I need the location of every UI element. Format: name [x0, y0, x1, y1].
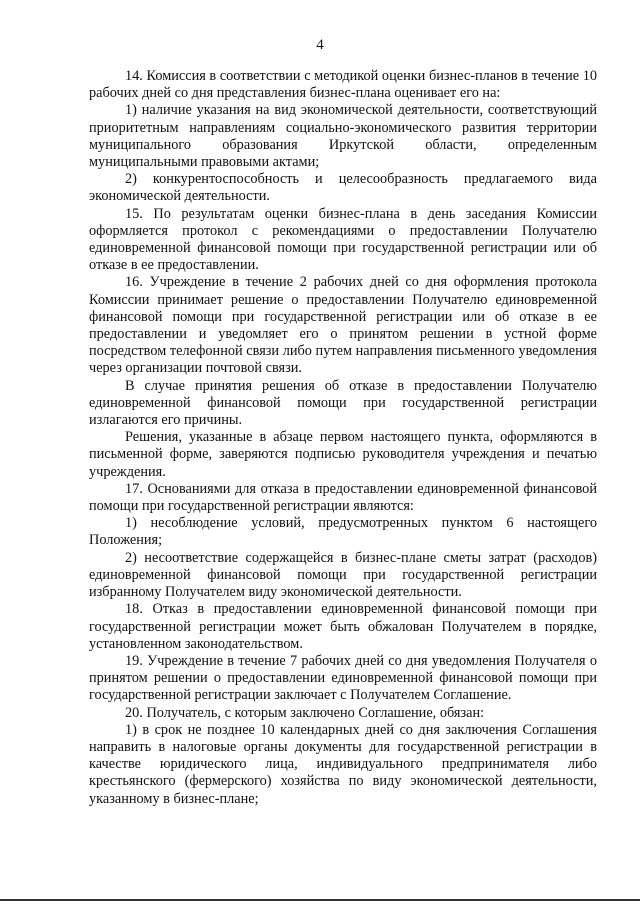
paragraph-17-item-2: 2) несоответствие содержащейся в бизнес-плане сметы затрат (расходов) единовременной финансовой помощи при государственной регистрации избранному Получателем виду экономической деятельности.	[89, 549, 597, 601]
paragraph-19: 19. Учреждение в течение 7 рабочих дней со дня уведомления Получателя о принятом решении о предоставлении единовременной финансовой помощи при государственной регистрации заключает с Получателем Соглашение.	[89, 652, 597, 704]
paragraph-14-item-1: 1) наличие указания на вид экономической деятельности, соответствующий приоритетным направлениям социально-экономического развития территории муниципального образования Иркутской области, определенным муниципальными правовыми актами;	[89, 102, 597, 171]
paragraph-20-item-1: 1) в срок не позднее 10 календарных дней со дня заключения Соглашения направить в налоговые органы документы для государственной регистрации в качестве юридического лица, индивидуального предпринимателя либо крестьянского (фермерского) хозяйства по виду экономической деятельности, указанному в бизнес-плане;	[89, 721, 597, 807]
paragraph-16: 16. Учреждение в течение 2 рабочих дней со дня оформления протокола Комиссии принимает решение о предоставлении Получателю единовременной финансовой помощи при государственной регистрации или об отказе в ее предоставлении и уведомляет его о принятом решении в устной форме посредством телефонной связи либо путем направления письменного уведомления через организации почтовой связи.	[89, 274, 597, 377]
document-body	[89, 68, 597, 808]
paragraph-20: 20. Получатель, с которым заключено Соглашение, обязан:	[125, 704, 485, 721]
paragraph-14-item-2: 2) конкурентоспособность и целесообразность предлагаемого вида экономической деятельности.	[89, 171, 597, 205]
paragraph-17: 17. Основаниями для отказа в предоставлении единовременной финансовой помощи при государственной регистрации являются:	[89, 480, 597, 515]
paragraph-16-decisions: Решения, указанные в абзаце первом настоящего пункта, оформляются в письменной форме, заверяются подписью руководителя учреждения и печатью учреждения.	[89, 429, 597, 480]
page-number: 4	[316, 37, 324, 53]
paragraph-17-item-1: 1) несоблюдение условий, предусмотренных пунктом 6 настоящего Положения;	[89, 515, 597, 549]
paragraph-16-refusal: В случае принятия решения об отказе в предоставлении Получателю единовременной финансовой помощи при государственной регистрации излагаются его причины.	[89, 377, 597, 429]
paragraph-18: 18. Отказ в предоставлении единовременной финансовой помощи при государственной регистрации может быть обжалован Получателем в порядке, установленном законодательством.	[89, 601, 597, 652]
paragraph-14: 14. Комиссия в соответствии с методикой оценки бизнес-планов в течение 10 рабочих дней со дня представления бизнес-плана оценивает его на:	[89, 68, 597, 102]
page-bottom-edge	[0, 899, 640, 901]
paragraph-15: 15. По результатам оценки бизнес-плана в день заседания Комиссии оформляется протокол с рекомендациями о предоставлении Получателю единовременной финансовой помощи при государственной регистрации или об отказе в ее предоставлении.	[89, 205, 597, 274]
